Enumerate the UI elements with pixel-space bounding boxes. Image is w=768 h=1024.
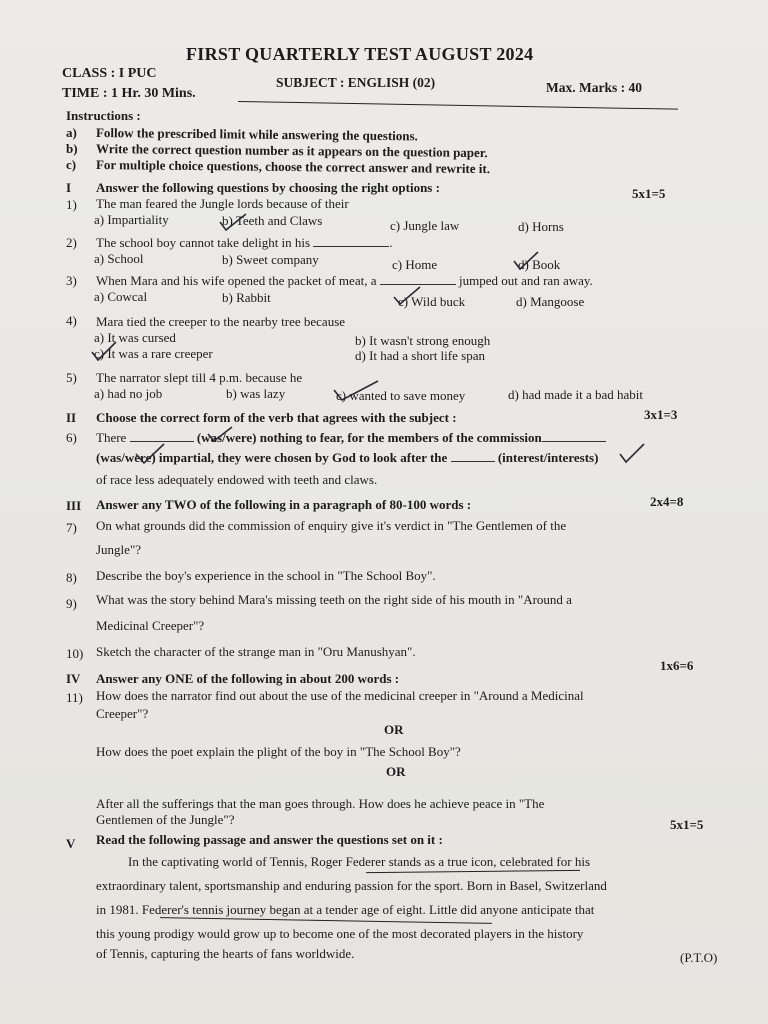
header-divider [238,101,678,110]
tick-mark-icon [134,442,168,468]
tick-mark-icon [218,212,248,234]
passage-line: In the captivating world of Tennis, Roger Federer stands as a true icon, celebrated for his [128,854,591,869]
question-text: When Mara and his wife opened the packet of meat, a jumped out and ran away. [96,273,593,288]
section-number: IV [66,671,81,686]
question-number: 7) [66,520,77,535]
question-text: There (was/were) nothing to fear, for the members of the commission [96,430,606,446]
section-title: Answer any ONE of the following in about 200 words : [96,671,400,686]
or-separator: OR [386,764,406,779]
exam-title: FIRST QUARTERLY TEST AUGUST 2024 [186,44,534,64]
instruction-label: a) [66,125,77,140]
section-marks: 5x1=5 [632,186,666,201]
question-text: Describe the boy's experience in the school in "The School Boy". [96,568,436,583]
or-separator: OR [384,722,404,737]
tick-mark-icon [332,380,382,404]
question-text: After all the sufferings that the man goes through. How does he achieve peace in "The [96,796,545,811]
question-text: What was the story behind Mara's missing teeth on the right side of his mouth in "Around a [96,592,572,607]
tick-mark-icon [90,340,120,364]
max-marks: Max. Marks : 40 [546,80,642,95]
question-text: Gentlemen of the Jungle"? [96,812,235,827]
option-d: d) Mangoose [516,294,585,309]
section-number: III [66,498,82,513]
option-c: c) Wild buck [398,294,466,309]
section-marks: 2x4=8 [650,494,684,509]
passage-line: extraordinary talent, sportsmanship and enduring passion for the sport. Born in Basel, Switzerland [96,878,607,893]
question-text: Mara tied the creeper to the nearby tree because [96,314,346,329]
question-text: Sketch the character of the strange man in "Oru Manushyan". [96,644,416,659]
question-text: How does the poet explain the plight of the boy in "The School Boy"? [96,744,461,759]
pen-underline [366,870,580,873]
section-title: Answer the following questions by choosing the right options : [96,180,440,195]
tick-mark-icon [392,286,422,308]
question-number: 6) [66,430,77,445]
question-number: 2) [66,235,77,250]
tick-mark-icon [618,442,648,466]
instruction-label: b) [66,141,78,156]
option-b: b) It wasn't strong enough [355,333,491,348]
page-turn-label: (P.T.O) [680,950,718,965]
option-a: a) Cowcal [94,289,148,304]
section-title: Choose the correct form of the verb that agrees with the subject : [96,410,457,425]
option-b: b) Rabbit [222,290,271,305]
option-d: d) It had a short life span [355,348,485,363]
question-text: The school boy cannot take delight in his . [96,235,393,250]
question-number: 4) [66,313,77,328]
option-d: d) Horns [518,219,564,234]
section-marks: 5x1=5 [670,817,704,832]
option-b: b) was lazy [226,386,286,401]
question-text: of race less adequately endowed with teeth and claws. [96,472,378,487]
question-text: (was/were) impartial, they were chosen by God to look after the (interest/interests) [96,450,599,465]
tick-mark-icon [512,250,542,272]
subject-label: SUBJECT : ENGLISH (02) [276,75,436,90]
option-d: d) had made it a bad habit [508,387,644,402]
instructions-heading: Instructions : [66,108,141,123]
question-text: On what grounds did the commission of enquiry give it's verdict in "The Gentlemen of the [96,518,567,533]
section-number: V [66,836,76,851]
section-number: I [66,180,72,195]
instruction-text: For multiple choice questions, choose the correct answer and rewrite it. [95,157,491,177]
question-number: 11) [66,690,83,705]
section-number: II [66,410,77,425]
instruction-text: Follow the prescribed limit while answering the questions. [95,125,418,144]
question-number: 1) [66,197,77,212]
option-a: a) School [94,251,144,266]
option-d: d) Book [518,257,561,272]
passage-line: of Tennis, capturing the hearts of fans worldwide. [96,946,355,961]
section-title: Read the following passage and answer the questions set on it : [96,832,443,847]
question-text: Medicinal Creeper"? [96,618,205,633]
option-c: c) Home [392,257,438,272]
passage-line: this young prodigy would grow up to become one of the most decorated players in the history [96,926,584,941]
section-title: Answer any TWO of the following in a paragraph of 80-100 words : [96,497,472,512]
section-marks: 1x6=6 [660,658,694,673]
passage-line: in 1981. Federer's tennis journey began at a tender age of eight. Little did anyone anticipate that [96,902,595,917]
class-label: CLASS : I PUC [62,66,157,81]
instruction-text: Write the correct question number as it appears on the question paper. [95,141,488,161]
option-b: b) Sweet company [222,252,319,267]
option-c: c) It was a rare creeper [94,346,213,361]
time-label: TIME : 1 Hr. 30 Mins. [62,86,196,101]
instruction-label: c) [66,157,77,172]
option-b: b) Teeth and Claws [222,213,323,228]
option-c: c) Jungle law [390,218,460,233]
question-number: 8) [66,570,77,585]
question-number: 5) [66,370,77,385]
option-c: c) wanted to save money [336,388,466,403]
tick-mark-icon [206,424,236,446]
question-number: 9) [66,596,77,611]
option-a: a) had no job [94,386,163,401]
question-number: 10) [66,646,84,661]
question-text: Creeper"? [96,706,149,721]
pen-underline [160,917,492,924]
section-marks: 3x1=3 [644,407,678,422]
question-text: The narrator slept till 4 p.m. because he [96,370,303,385]
question-text: How does the narrator find out about the use of the medicinal creeper in "Around a Medicinal [96,688,584,703]
question-number: 3) [66,273,77,288]
question-text: Jungle"? [96,542,142,557]
option-a: a) Impartiality [94,212,169,227]
question-text: The man feared the Jungle lords because of their [96,196,349,211]
option-a: a) It was cursed [94,330,176,345]
